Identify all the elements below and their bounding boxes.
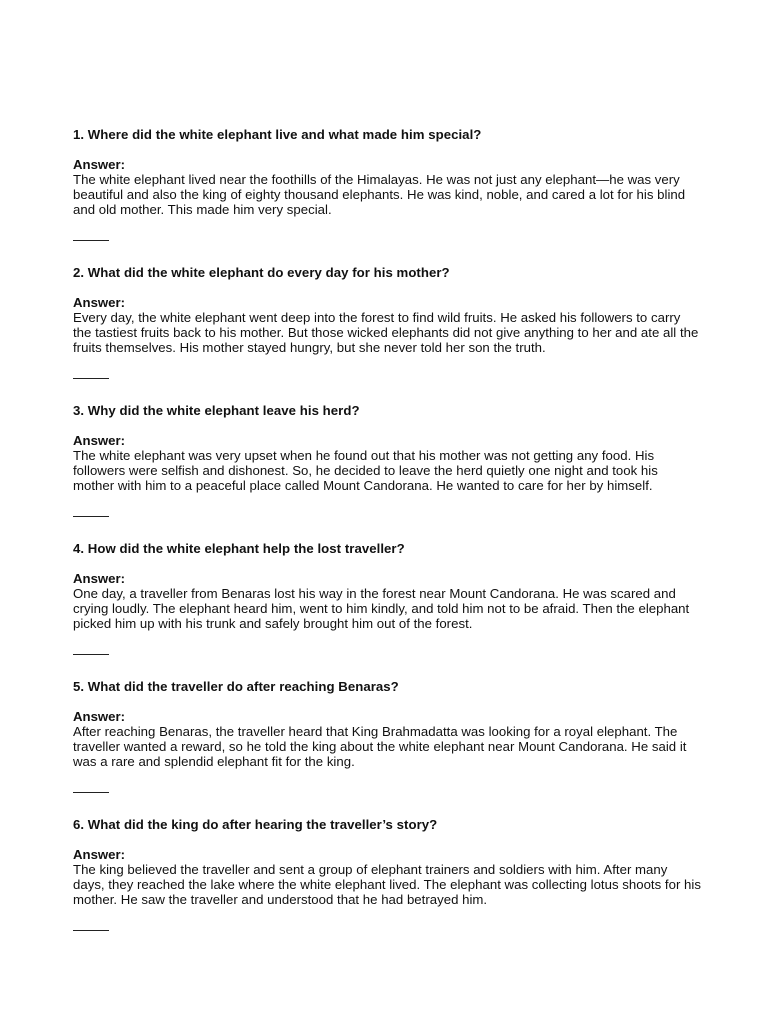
qa-item-1 — [73, 127, 701, 241]
answer-label-5: Answer: — [73, 709, 126, 724]
answer-label-1: Answer: — [73, 157, 126, 172]
qa-item-5 — [73, 679, 701, 793]
divider-rule-2 — [73, 378, 109, 379]
answer-label-4: Answer: — [73, 571, 126, 586]
qa-item-4 — [73, 541, 701, 655]
answer-label-2: Answer: — [73, 295, 126, 310]
question-5: 5. What did the traveller do after reaching Benaras? — [73, 679, 399, 694]
answer-label-3: Answer: — [73, 433, 126, 448]
answer-6: The king believed the traveller and sent a group of elephant trainers and soldiers with him. After many days, they reached the lake where the white elephant lived. The elephant was collecting lotus shoots for his mother. He saw the traveller and understood that he had betrayed him. — [73, 862, 701, 907]
divider-rule-4 — [73, 654, 109, 655]
divider-rule-1 — [73, 240, 109, 241]
question-6: 6. What did the king do after hearing the traveller’s story? — [73, 817, 438, 832]
qa-item-2 — [73, 265, 701, 379]
divider-rule-6 — [73, 930, 109, 931]
answer-label-6: Answer: — [73, 847, 126, 862]
question-4: 4. How did the white elephant help the lost traveller? — [73, 541, 405, 556]
answer-1: The white elephant lived near the foothills of the Himalayas. He was not just any elephant—he was very beautiful and also the king of eighty thousand elephants. He was kind, noble, and cared a lot for his blind and old mother. This made him very special. — [73, 172, 686, 217]
divider-rule-3 — [73, 516, 109, 517]
document-page — [73, 127, 701, 955]
answer-5: After reaching Benaras, the traveller heard that King Brahmadatta was looking for a royal elephant. The traveller wanted a reward, so he told the king about the white elephant near Mount Candorana. He said it was a rare and splendid elephant fit for the king. — [73, 724, 687, 769]
answer-2: Every day, the white elephant went deep into the forest to find wild fruits. He asked his followers to carry the tastiest fruits back to his mother. But those wicked elephants did not give anything to her and ate all the fruits themselves. His mother stayed hungry, but she never told her son the truth. — [73, 310, 699, 355]
divider-rule-5 — [73, 792, 109, 793]
answer-3: The white elephant was very upset when he found out that his mother was not getting any food. His followers were selfish and dishonest. So, he decided to leave the herd quietly one night and took his mother with him to a peaceful place called Mount Candorana. He wanted to care for her by himself. — [73, 448, 658, 493]
answer-4: One day, a traveller from Benaras lost his way in the forest near Mount Candorana. He was scared and crying loudly. The elephant heard him, went to him kindly, and told him not to be afraid. Then the elephant picked him up with his trunk and safely brought him out of the forest. — [73, 586, 690, 631]
qa-item-3 — [73, 403, 701, 517]
question-3: 3. Why did the white elephant leave his herd? — [73, 403, 360, 418]
question-2: 2. What did the white elephant do every day for his mother? — [73, 265, 450, 280]
question-1: 1. Where did the white elephant live and what made him special? — [73, 127, 482, 142]
qa-item-6 — [73, 817, 701, 931]
